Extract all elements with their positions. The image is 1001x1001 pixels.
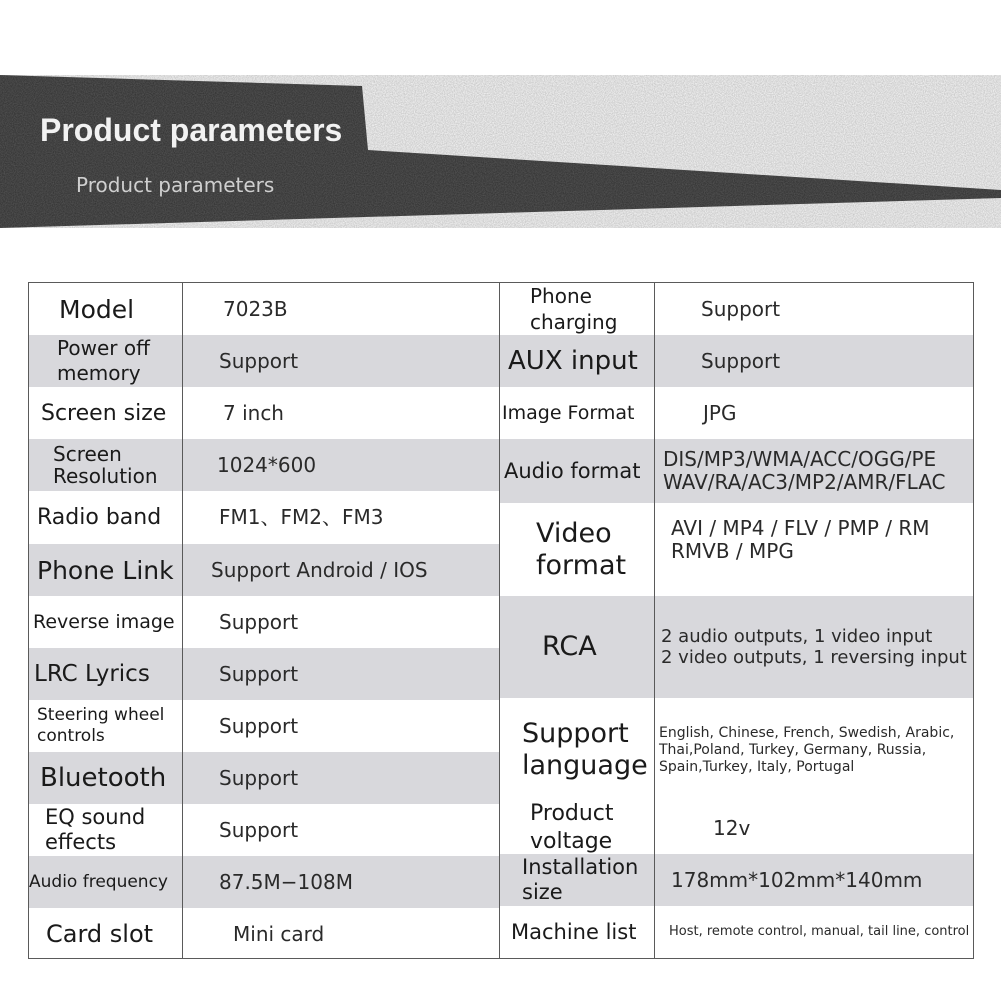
spec-row	[29, 491, 500, 544]
spec-value-line: RMVB / MPG	[671, 539, 794, 563]
spec-row	[29, 335, 500, 387]
spec-value-line: Support Android / IOS	[211, 557, 428, 582]
spec-label-line: Card slot	[46, 919, 154, 948]
spec-value-line: DIS/MP3/WMA/ACC/OGG/PE	[663, 447, 937, 471]
spec-label-line: Screen size	[41, 400, 167, 426]
spec-label-line: Phone	[530, 284, 592, 308]
spec-label-line: Video	[536, 517, 612, 549]
spec-label-line: Installation	[522, 855, 639, 879]
spec-value	[655, 335, 973, 387]
spec-value-line: Support	[219, 661, 299, 686]
spec-label	[500, 335, 654, 387]
spec-label-line: Power off	[57, 336, 150, 360]
spec-value	[655, 283, 973, 335]
spec-row	[500, 596, 973, 698]
spec-row	[29, 648, 500, 700]
spec-value-line: 178mm*102mm*140mm	[671, 867, 923, 892]
spec-value-line: 2 video outputs, 1 reversing input	[661, 647, 967, 668]
spec-label	[29, 752, 182, 804]
spec-value-line: 12v	[713, 815, 751, 840]
spec-label	[29, 387, 182, 439]
spec-label-line: Audio format	[504, 458, 641, 483]
spec-value	[183, 856, 500, 908]
spec-row	[29, 283, 500, 335]
spec-label-line: RCA	[542, 631, 597, 662]
spec-row	[29, 544, 500, 596]
spec-label	[29, 700, 182, 752]
spec-row	[500, 802, 973, 854]
spec-value-line: JPG	[703, 400, 737, 425]
spec-label-line: memory	[57, 361, 141, 385]
spec-row	[29, 856, 500, 908]
spec-label-line: Model	[59, 294, 135, 324]
spec-row	[500, 335, 973, 387]
spec-value-line: 7 inch	[223, 400, 284, 425]
right-column	[500, 283, 973, 958]
spec-value-line: Support	[219, 765, 299, 790]
spec-label	[29, 856, 182, 908]
spec-row	[500, 387, 973, 439]
spec-row	[500, 283, 973, 335]
spec-value	[655, 854, 973, 906]
spec-value	[183, 700, 500, 752]
column-divider	[654, 283, 655, 958]
spec-value-line: Support	[701, 296, 781, 321]
spec-label-line: charging	[530, 310, 618, 334]
spec-row	[29, 752, 500, 804]
spec-label	[500, 854, 654, 906]
spec-value	[183, 491, 500, 544]
spec-value	[655, 439, 973, 503]
spec-label-line: Bluetooth	[40, 762, 167, 793]
spec-row	[500, 698, 973, 802]
spec-row	[29, 439, 500, 491]
spec-value-line: Mini card	[233, 921, 325, 946]
spec-value-line: Support	[219, 609, 299, 634]
spec-label-line: voltage	[530, 829, 613, 854]
spec-label	[500, 596, 654, 698]
spec-label-line: Resolution	[53, 464, 158, 488]
spec-label	[29, 439, 182, 491]
spec-value-line: Support	[701, 348, 781, 373]
spec-label-line: effects	[45, 830, 117, 854]
spec-label-line: Image Format	[502, 401, 635, 424]
spec-label-line: format	[536, 549, 627, 581]
column-divider	[182, 283, 183, 958]
spec-label	[29, 491, 182, 544]
spec-row	[29, 804, 500, 856]
spec-value-line: Support	[219, 713, 299, 738]
spec-label	[29, 908, 182, 960]
spec-value	[655, 596, 973, 698]
spec-label	[500, 698, 654, 802]
center-divider	[499, 283, 500, 958]
spec-label-line: Phone Link	[37, 555, 174, 585]
section-title: Product parameters	[40, 112, 343, 148]
spec-value-line: AVI / MP4 / FLV / PMP / RM	[671, 516, 930, 540]
spec-label	[29, 804, 182, 856]
section-subtitle: Product parameters	[76, 173, 275, 197]
spec-row	[500, 906, 973, 958]
spec-row	[500, 503, 973, 596]
spec-label	[29, 648, 182, 700]
spec-label	[500, 906, 654, 958]
spec-row	[29, 908, 500, 960]
spec-label-line: AUX input	[508, 346, 638, 376]
spec-value-line: 1024*600	[217, 452, 317, 477]
spec-label-line: Product	[530, 801, 614, 826]
spec-label	[29, 283, 182, 335]
spec-value	[183, 596, 500, 648]
spec-row	[29, 387, 500, 439]
spec-label	[29, 335, 182, 387]
spec-value	[655, 802, 973, 854]
spec-label	[500, 439, 654, 503]
spec-table	[28, 282, 974, 959]
spec-row	[500, 854, 973, 906]
spec-value	[655, 387, 973, 439]
spec-value-line: English, Chinese, French, Swedish, Arabic,	[659, 724, 955, 741]
spec-label-line: size	[522, 880, 563, 904]
spec-value-line: Host, remote control, manual, tail line, control	[669, 924, 970, 939]
spec-label-line: Support	[522, 718, 629, 749]
spec-value	[183, 544, 500, 596]
spec-value	[183, 283, 500, 335]
spec-label-line: controls	[37, 726, 105, 746]
spec-label-line: language	[522, 750, 648, 781]
spec-value-line: FM1、FM2、FM3	[219, 505, 384, 529]
spec-value	[183, 439, 500, 491]
spec-value	[183, 752, 500, 804]
spec-value-line: Spain,Turkey, Italy, Portugal	[659, 758, 855, 775]
left-column	[29, 283, 500, 958]
spec-value	[655, 503, 973, 596]
spec-label-line: LRC Lyrics	[34, 660, 150, 687]
spec-value	[183, 335, 500, 387]
spec-label	[500, 503, 654, 596]
spec-label-line: EQ sound	[45, 805, 146, 829]
spec-value-line: 87.5M−108M	[219, 869, 353, 894]
spec-label-line: Machine list	[511, 919, 637, 944]
spec-value	[183, 908, 500, 960]
spec-label-line: Steering wheel	[37, 705, 165, 725]
spec-value	[183, 387, 500, 439]
spec-label	[500, 802, 654, 854]
spec-label-line: Audio frequency	[29, 871, 168, 892]
spec-value-line: WAV/RA/AC3/MP2/AMR/FLAC	[663, 470, 946, 494]
spec-value	[655, 698, 973, 802]
spec-label	[500, 283, 654, 335]
spec-label-line: Radio band	[37, 505, 162, 530]
spec-row	[500, 439, 973, 503]
spec-value-line: Support	[219, 817, 299, 842]
spec-value-line: 7023B	[223, 296, 288, 321]
spec-label	[29, 596, 182, 648]
spec-value-line: Support	[219, 348, 299, 373]
spec-label	[500, 387, 654, 439]
spec-label-line: Screen	[53, 442, 122, 466]
spec-value	[183, 804, 500, 856]
spec-row	[29, 700, 500, 752]
spec-row	[29, 596, 500, 648]
spec-value-line: 2 audio outputs, 1 video input	[661, 626, 933, 647]
spec-value	[655, 906, 973, 958]
spec-value-line: Thai,Poland, Turkey, Germany, Russia,	[659, 741, 927, 758]
spec-label	[29, 544, 182, 596]
spec-label-line: Reverse image	[33, 610, 175, 633]
spec-value	[183, 648, 500, 700]
